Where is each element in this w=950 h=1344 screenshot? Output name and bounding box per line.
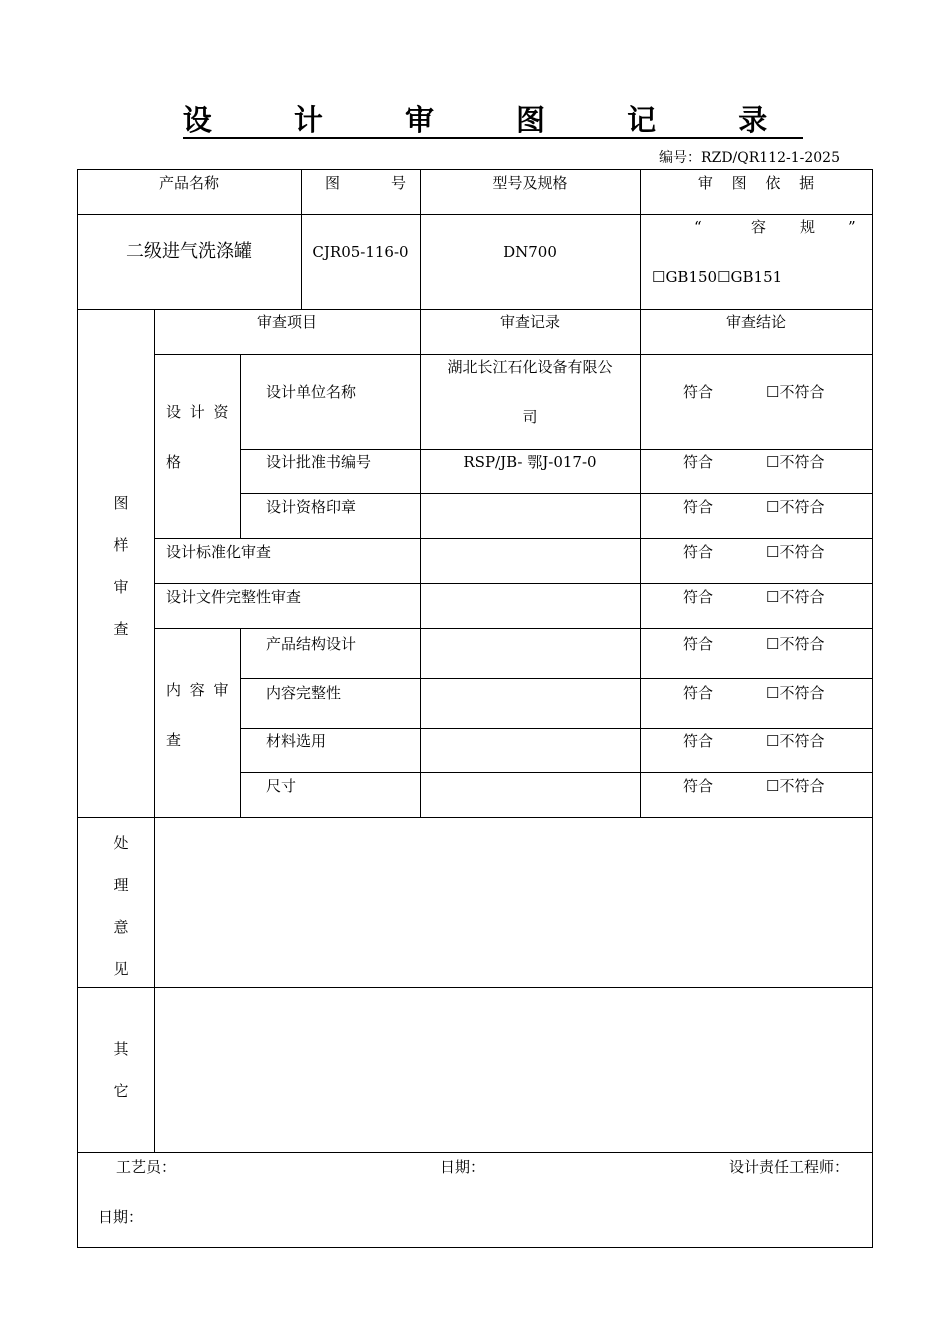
review-record-cont: 司 <box>522 408 538 426</box>
pass-option: 符合 <box>683 684 714 702</box>
drawing-review-label: 图 样 审 查 <box>113 494 129 638</box>
craftsman-label: 工艺员： <box>116 1158 177 1176</box>
date-label: 日期： <box>440 1158 486 1176</box>
fail-checkbox[interactable]: ☐不符合 <box>766 383 825 401</box>
review-item: 内容完整性 <box>266 684 342 702</box>
engineer-date-label: 日期： <box>98 1208 144 1226</box>
basis-quote-open: “ <box>694 218 702 236</box>
engineer-label: 设计责任工程师： <box>729 1158 850 1176</box>
fail-checkbox[interactable]: ☐不符合 <box>766 684 825 702</box>
drawing-number: CJR05-116-0 <box>312 243 409 261</box>
document-number: 编号：RZD/QR112-1-2025 <box>659 150 840 166</box>
qualification-label-2: 格 <box>166 453 182 471</box>
opinion-field[interactable] <box>156 819 870 985</box>
other-label: 其 它 <box>113 1040 129 1100</box>
product-name-header: 产品名称 <box>158 174 219 192</box>
basis-standards: ☐GB150☐GB151 <box>652 268 783 286</box>
fail-checkbox[interactable]: ☐不符合 <box>766 777 825 795</box>
content-review-label-2: 查 <box>166 731 182 749</box>
drawing-no-header-b: 号 <box>391 174 407 192</box>
fail-checkbox[interactable]: ☐不符合 <box>766 498 825 516</box>
review-item: 设计资格印章 <box>266 498 357 516</box>
review-record-header: 审查记录 <box>499 313 560 331</box>
other-field[interactable] <box>156 989 870 1150</box>
review-item: 设计标准化审查 <box>166 543 272 561</box>
pass-option: 符合 <box>683 383 714 401</box>
fail-checkbox[interactable]: ☐不符合 <box>766 732 825 750</box>
pass-option: 符合 <box>683 498 714 516</box>
model-spec: DN700 <box>503 243 557 261</box>
review-item: 产品结构设计 <box>266 635 357 653</box>
fail-checkbox[interactable]: ☐不符合 <box>766 543 825 561</box>
fail-checkbox[interactable]: ☐不符合 <box>766 453 825 471</box>
qualification-label: 设 计 资 <box>166 403 229 421</box>
pass-option: 符合 <box>683 543 714 561</box>
basis-char-gui: 规 <box>800 218 816 236</box>
review-record: RSP/JB- 鄂J-017-0 <box>463 453 597 471</box>
basis-char-rong: 容 <box>751 218 767 236</box>
review-item: 尺寸 <box>266 777 297 795</box>
pass-option: 符合 <box>683 635 714 653</box>
opinion-label: 处 理 意 见 <box>113 834 129 978</box>
review-item: 设计批准书编号 <box>266 453 372 471</box>
pass-option: 符合 <box>683 732 714 750</box>
pass-option: 符合 <box>683 777 714 795</box>
pass-option: 符合 <box>683 588 714 606</box>
basis-quote-close: ” <box>848 218 856 236</box>
content-review-label: 内 容 审 <box>166 681 229 699</box>
product-name: 二级进气洗涤罐 <box>126 241 252 262</box>
review-item: 设计文件完整性审查 <box>166 588 302 606</box>
review-record: 湖北长江石化设备有限公 <box>447 358 613 376</box>
fail-checkbox[interactable]: ☐不符合 <box>766 635 825 653</box>
review-conclusion-header: 审查结论 <box>725 313 786 331</box>
drawing-no-header-a: 图 <box>325 174 341 192</box>
fail-checkbox[interactable]: ☐不符合 <box>766 588 825 606</box>
review-item: 设计单位名称 <box>266 383 357 401</box>
review-item-header: 审查项目 <box>256 313 317 331</box>
review-item: 材料选用 <box>266 732 327 750</box>
document-title: 设 计 审 图 记 录 <box>182 103 804 137</box>
pass-option: 符合 <box>683 453 714 471</box>
basis-header: 审 图 依 据 <box>697 174 815 192</box>
model-header: 型号及规格 <box>492 174 568 192</box>
